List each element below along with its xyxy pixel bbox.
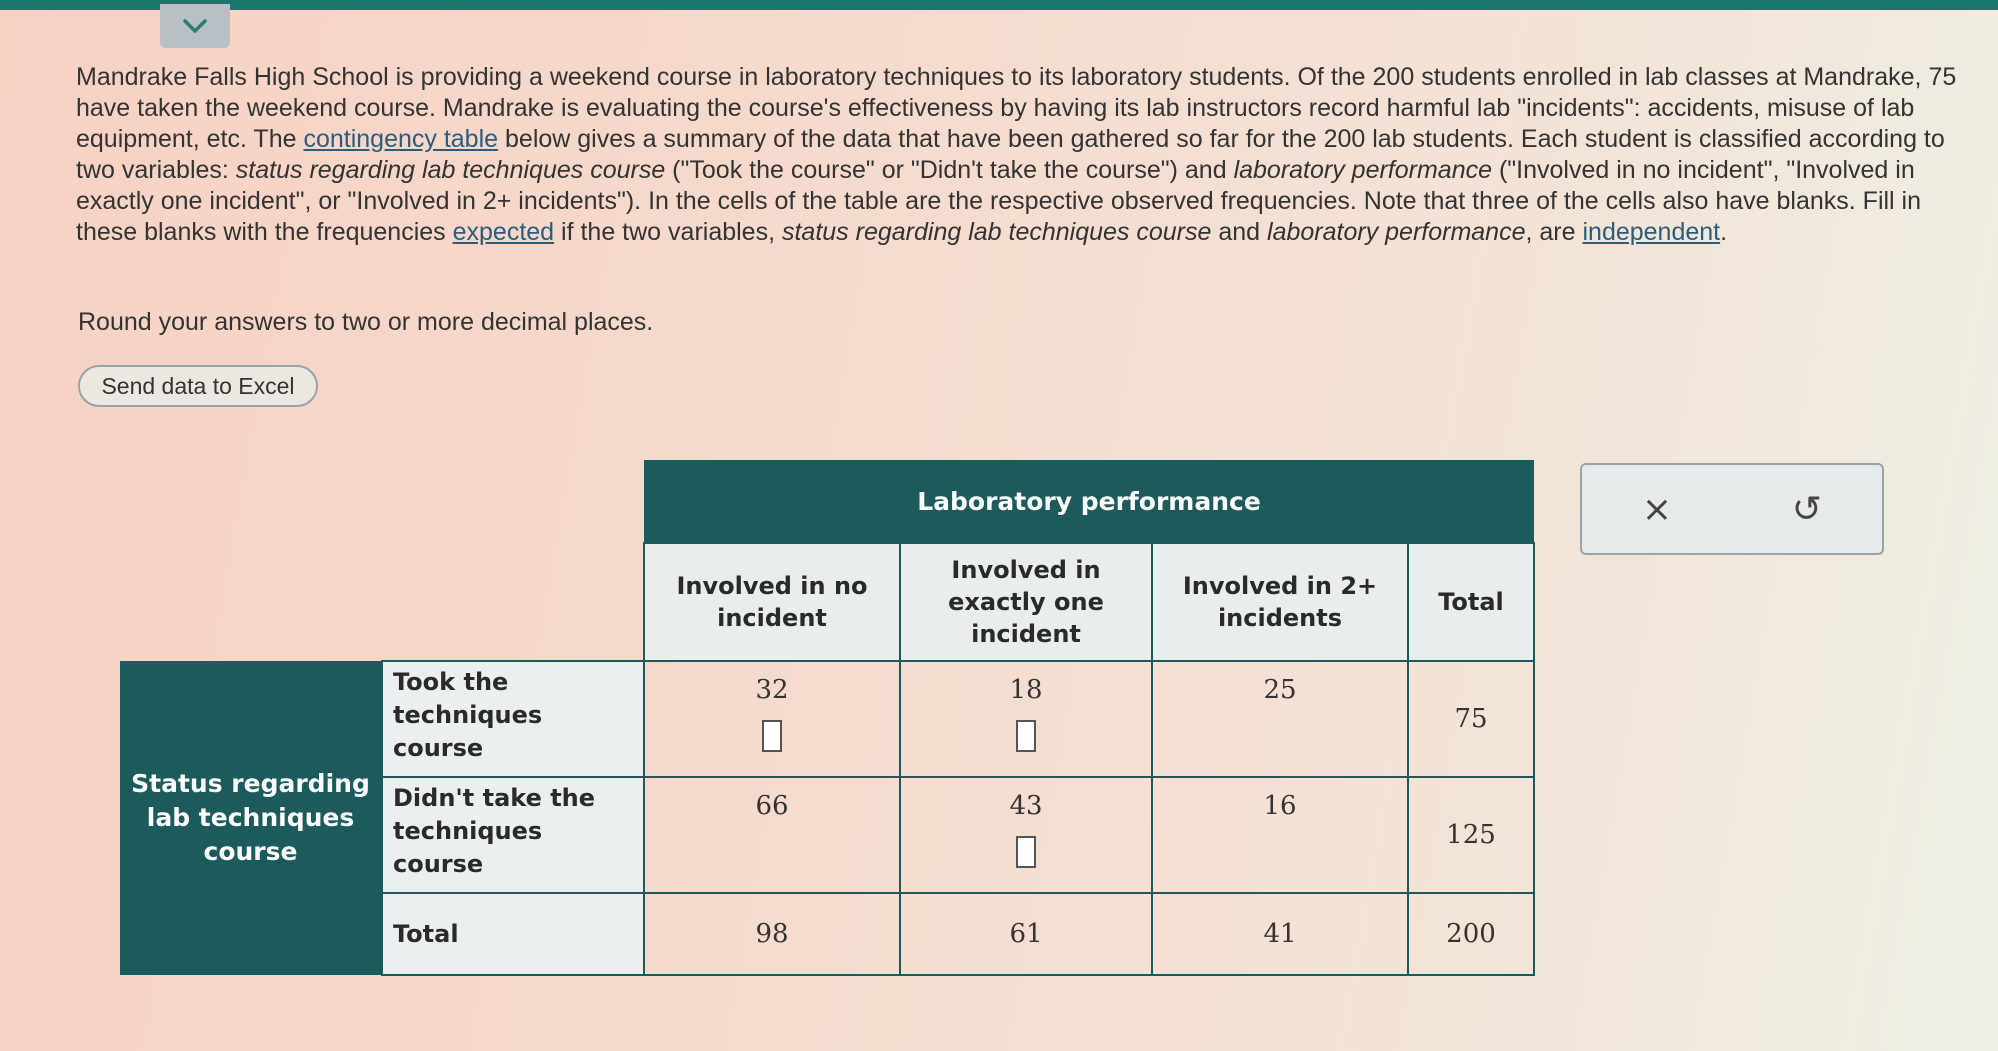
collapse-button[interactable] xyxy=(160,4,230,48)
row-header-didnt-take-course: Didn't take the techniques course xyxy=(382,777,644,893)
cell-grand-total: 200 xyxy=(1408,893,1534,975)
cell-took-one-incident: 18 xyxy=(900,661,1152,777)
problem-statement: Mandrake Falls High School is providing a weekend course in laboratory techniques to its laboratory students. Of the 200 students enrolled in lab classes at Mandrake, 75 have taken the weekend course. Mandrake is evaluating the course's effectiveness by having its lab instructors record harmful lab "incidents": accidents, misuse of lab equipment, etc. The contingency table below gives a summary of the data that have been gathered so far for the 200 lab students. Each student is classified according to two variables: status regarding lab techniques course ("Took the course" or "Didn't take the course") and laboratory performance ("Involved in no incident", "Involved in exactly one incident", or "Involved in 2+ incidents"). In the cells of the table are the respective observed frequencies. Note that three of the cells also have blanks. Fill in these blanks with the frequencies expected if the two variables, status regarding lab techniques course and laboratory performance, are independent. xyxy=(76,63,1957,246)
cell-took-two-plus: 25 xyxy=(1152,661,1408,777)
clear-icon[interactable]: × xyxy=(1641,488,1673,530)
total-students: 200 xyxy=(1372,63,1415,91)
col-header-total: Total xyxy=(1408,543,1534,661)
cell-took-total: 75 xyxy=(1408,661,1534,777)
rounding-instruction: Round your answers to two or more decimal places. xyxy=(78,308,654,336)
row-header-took-course: Took the techniques course xyxy=(382,661,644,777)
cell-didnt-no-incident: 66 xyxy=(644,777,900,893)
answer-controls xyxy=(1580,463,1884,555)
send-to-excel-button[interactable]: Send data to Excel xyxy=(78,365,318,407)
row-group-header: Status regarding lab techniques course xyxy=(120,661,382,975)
cell-didnt-two-plus: 16 xyxy=(1152,777,1408,893)
chevron-down-icon xyxy=(180,16,210,36)
cell-total-two-plus: 41 xyxy=(1152,893,1408,975)
expected-input-took-no-incident[interactable] xyxy=(762,720,782,752)
col-header-no-incident: Involved in no incident xyxy=(644,543,900,661)
col-header-two-plus-incidents: Involved in 2+ incidents xyxy=(1152,543,1408,661)
undo-icon[interactable]: ↺ xyxy=(1791,488,1823,530)
expected-link[interactable]: expected xyxy=(452,218,555,246)
column-group-header: Laboratory performance xyxy=(644,460,1534,543)
cell-total-one-incident: 61 xyxy=(900,893,1152,975)
took-course-count: 75 xyxy=(1928,63,1957,91)
expected-input-took-one-incident[interactable] xyxy=(1016,720,1036,752)
cell-took-no-incident: 32 xyxy=(644,661,900,777)
top-accent-bar xyxy=(0,0,1998,10)
independent-link[interactable]: independent xyxy=(1582,218,1721,246)
cell-didnt-total: 125 xyxy=(1408,777,1534,893)
col-header-one-incident: Involved in exactly one incident xyxy=(900,543,1152,661)
cell-total-no-incident: 98 xyxy=(644,893,900,975)
contingency-table xyxy=(120,460,1535,976)
expected-input-didnt-one-incident[interactable] xyxy=(1016,836,1036,868)
cell-didnt-one-incident: 43 xyxy=(900,777,1152,893)
row-header-total: Total xyxy=(382,893,644,975)
contingency-table-link[interactable]: contingency table xyxy=(303,125,499,153)
